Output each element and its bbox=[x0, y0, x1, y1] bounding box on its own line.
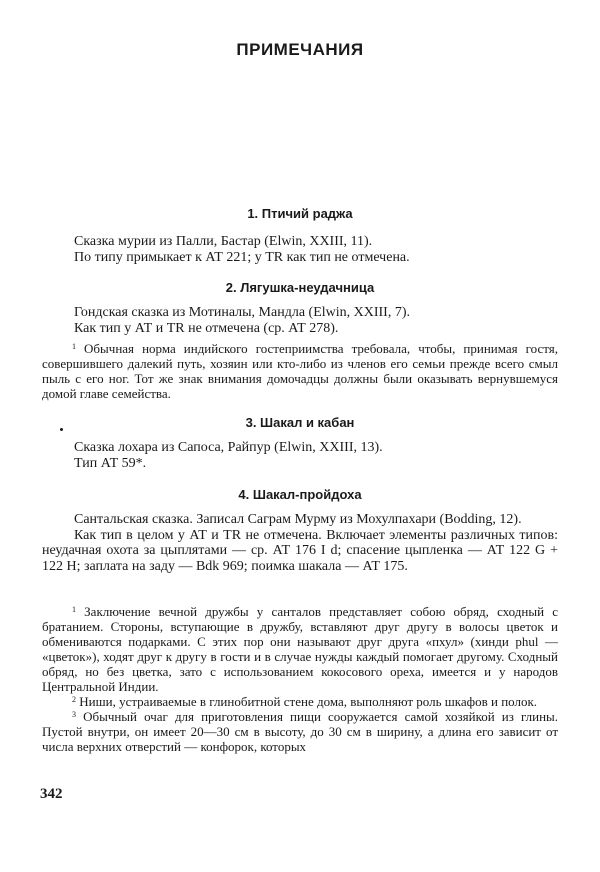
footnote-2 bbox=[42, 694, 558, 709]
section-2-line-2: Как тип у АТ и TR не отмечена (ср. АТ 278). bbox=[74, 321, 339, 336]
page-number: 342 bbox=[40, 786, 63, 802]
footnote-text: Обычный очаг для приготовления пищи сооружается самой хозяйкой из глины. Пустой внутри, он имеет 20—30 см в высоту, до 30 см в ширину, а длина его зависит от числа верхних отверстий — конфорок, которых bbox=[42, 709, 559, 754]
footnote-mark: 1 bbox=[72, 342, 76, 351]
footnote-3 bbox=[42, 709, 558, 754]
section-1-body bbox=[74, 234, 410, 266]
section-4-body bbox=[42, 512, 558, 574]
section-2-line-1: Гондская сказка из Мотиналы, Мандла (Elwin, XXIII, 7). bbox=[74, 305, 411, 320]
section-title-1: 1. Птичий раджа bbox=[247, 206, 353, 221]
footnote-text: Заключение вечной дружбы у санталов представляет собою обряд, сходный с братанием. Стороны, вступающие в дружбу, вставляют друг другу в волосы цветок и обмениваются подарками. С этих пор они называют друг друга «пхул» (хинди phul — «цветок»), ходят друг к другу в гости и в случае нужды каждый помогает другому. Сходный обряд, но без цветка, зато с использованием кокосового ореха, имеется и у народов Центральной Индии. bbox=[42, 604, 558, 694]
section-2-body bbox=[74, 305, 410, 337]
section-2-footnote bbox=[42, 341, 558, 401]
footnote-mark: 2 bbox=[72, 695, 76, 704]
section-title-4: 4. Шакал-пройдоха bbox=[238, 487, 362, 502]
section-3-line-1: Сказка лохара из Сапоса, Райпур (Elwin, XXIII, 13). bbox=[74, 440, 383, 455]
stray-dot bbox=[60, 428, 63, 431]
section-4-paragraph-1: Сантальская сказка. Записал Саграм Мурму из Мохулпахари (Bodding, 12). bbox=[74, 512, 522, 527]
section-4-paragraph-2: Как тип в целом у АТ и TR не отмечена. Включает элементы различных типов: неудачная охота за цыплятами — ср. АТ 176 I d; спасение цыпленка — АТ 122 G + 122 H; заплата на заду — Bdk 969; поимка шакала — АТ 175. bbox=[42, 527, 558, 574]
footnote-mark: 1 bbox=[72, 605, 76, 614]
section-3-line-2: Тип АТ 59*. bbox=[74, 456, 147, 471]
footnote-text: Обычная норма индийского гостеприимства требовала, чтобы, принимая гостя, совершившего далекий путь, хозяин или кто-либо из членов его семьи прежде всего смыл пыль с его ног. Тот же знак внимания домочадцы должны были оказывать вернувшемуся домой главе семейства. bbox=[42, 341, 558, 401]
section-title-3: 3. Шакал и кабан bbox=[245, 415, 355, 430]
section-title-2: 2. Лягушка-неудачница bbox=[225, 280, 375, 295]
footnote-mark: 3 bbox=[72, 710, 76, 719]
section-1-line-2: По типу примыкает к АТ 221; у TR как тип не отмечена. bbox=[74, 250, 410, 265]
page-title: ПРИМЕЧАНИЯ bbox=[236, 40, 364, 59]
footnote-text: Ниши, устраиваемые в глинобитной стене дома, выполняют роль шкафов и полок. bbox=[79, 694, 538, 709]
section-3-body bbox=[74, 440, 383, 472]
section-1-line-1: Сказка мурии из Палли, Бастар (Elwin, XXIII, 11). bbox=[74, 234, 373, 249]
section-4-footnotes bbox=[42, 604, 558, 754]
footnote-1 bbox=[42, 604, 558, 694]
